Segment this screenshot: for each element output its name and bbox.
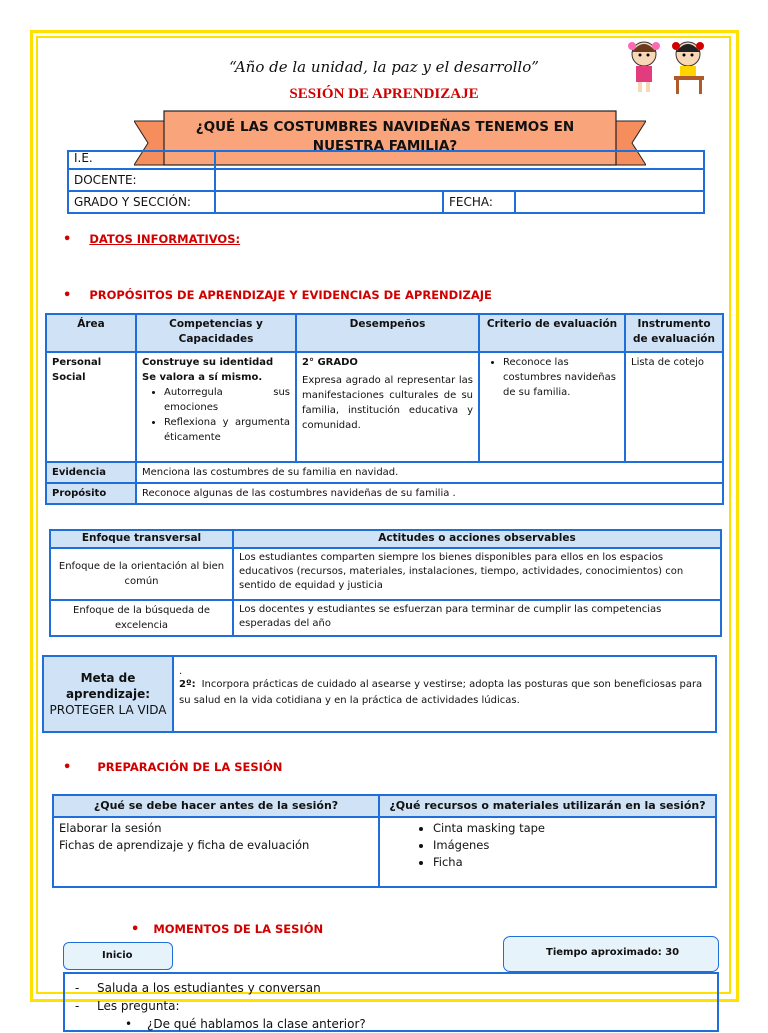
session-title: SESIÓN DE APRENDIZAJE (289, 86, 479, 102)
instrumento-cell (625, 352, 723, 462)
fecha-label: FECHA: (443, 191, 515, 213)
enfoque-table (49, 529, 722, 637)
before-cell (53, 817, 379, 887)
header-criterio: Criterio de evaluación (479, 314, 625, 352)
ie-value[interactable] (215, 151, 704, 169)
material-item: • Cinta masking tape (433, 820, 710, 837)
section-preparacion-label: PREPARACIÓN DE LA SESIÓN (97, 760, 283, 774)
header-actitudes: Actitudes o acciones observables (233, 530, 721, 548)
header-competencias: Competencias y Capacidades (136, 314, 296, 352)
prep-table (52, 794, 717, 888)
section-propositos-label: PROPÓSITOS DE APRENDIZAJE Y EVIDENCIAS DE APRENDIZAJE (89, 288, 492, 302)
proposito-value: Reconoce algunas de las costumbres navideñas de su familia . (136, 483, 723, 504)
section-datos: • DATOS INFORMATIVOS: (63, 232, 241, 247)
banner-text: ¿QUÉ LAS COSTUMBRES NAVIDEÑAS TENEMOS EN NUESTRA FAMILIA? (195, 119, 575, 154)
evidencia-label: Evidencia (46, 462, 136, 483)
meta-dot: . (179, 666, 183, 677)
momentos-line: - Saluda a los estudiantes y conversan (75, 981, 321, 995)
evidencia-value: Menciona las costumbres de su familia en navidad. (136, 462, 723, 483)
ie-label: I.E. (68, 151, 215, 169)
enfoque-actitud: Los docentes y estudiantes se esfuerzan para terminar de cumplir las competencias esperadas del año (233, 600, 721, 636)
tiempo-label: Tiempo aproximado: 30 (546, 947, 680, 958)
grade-label: 2° GRADO (302, 357, 358, 368)
criterio-item: • Reconoce las costumbres navideñas de su familia. (503, 355, 619, 400)
inicio-label: Inicio (102, 950, 133, 961)
tiempo-box (503, 936, 719, 972)
before-item: Elaborar la sesión (59, 821, 162, 835)
docente-label: DOCENTE: (68, 169, 215, 191)
header-instrumento: Instrumento de evaluación (625, 314, 723, 352)
grado-label: GRADO Y SECCIÓN: (68, 191, 215, 213)
header-desempenos: Desempeños (296, 314, 479, 352)
children-illustration (624, 38, 716, 96)
inicio-box (63, 942, 173, 970)
section-momentos: • MOMENTOS DE LA SESIÓN (131, 922, 324, 937)
info-table (67, 150, 705, 214)
section-momentos-label: MOMENTOS DE LA SESIÓN (153, 922, 324, 936)
meta-text-cell (173, 656, 716, 732)
before-item: Fichas de aprendizaje y ficha de evaluación (59, 838, 310, 852)
desempenos-cell (296, 352, 479, 462)
header-before: ¿Qué se debe hacer antes de la sesión? (53, 795, 379, 817)
momentos-line: - Les pregunta: (75, 999, 180, 1013)
material-item: • Imágenes (433, 837, 710, 854)
area-value: Personal Social (52, 357, 102, 383)
proposito-label: Propósito (46, 483, 136, 504)
section-preparacion: • PREPARACIÓN DE LA SESIÓN (63, 760, 283, 775)
materials-cell (379, 817, 716, 887)
enfoque-name: Enfoque de la búsqueda de excelencia (50, 600, 233, 636)
area-cell (46, 352, 136, 462)
fecha-value[interactable] (515, 191, 704, 213)
capacity-item: • Autorregula sus emociones (164, 385, 290, 415)
enfoque-actitud: Los estudiantes comparten siempre los bienes disponibles para ellos en los espacios educativos (recursos, materiales, instalaciones, tiempo, actividades, conocimientos) con sentido de equidad y justicia (233, 548, 721, 600)
meta-label-cell (43, 656, 173, 732)
criterio-cell (479, 352, 625, 462)
section-propositos: • PROPÓSITOS DE APRENDIZAJE Y EVIDENCIAS DE APRENDIZAJE (63, 288, 492, 303)
competencias-cell (136, 352, 296, 462)
meta-text: Incorpora prácticas de cuidado al asearse y vestirse; adopta las posturas que son beneficiosas para su salud en la vida cotidiana y en la práctica de actividades lúdicas. (179, 679, 703, 706)
meta-label: Meta de aprendizaje: (65, 671, 151, 701)
section-datos-label: DATOS INFORMATIVOS: (89, 232, 241, 246)
meta-grade: 2º: (179, 679, 196, 690)
competencia-text: Construye su identidad (142, 357, 274, 368)
capacidad-text: Se valora a sí mismo. (142, 372, 263, 383)
material-item: • Ficha (433, 854, 710, 871)
instrumento-value: Lista de cotejo (631, 357, 705, 368)
docente-value[interactable] (215, 169, 704, 191)
momentos-line: • ¿De qué hablamos la clase anterior? (125, 1017, 366, 1031)
meta-table (42, 655, 717, 733)
capacity-item: • Reflexiona y argumenta éticamente (164, 415, 290, 445)
meta-value: PROTEGER LA VIDA (49, 703, 167, 717)
momentos-box (63, 972, 719, 1032)
enfoque-name: Enfoque de la orientación al bien común (50, 548, 233, 600)
motto: “Año de la unidad, la paz y el desarrollo” (229, 58, 539, 76)
header-enfoque: Enfoque transversal (50, 530, 233, 548)
header-materials: ¿Qué recursos o materiales utilizarán en la sesión? (379, 795, 716, 817)
purpose-table (45, 313, 724, 505)
header-area: Área (46, 314, 136, 352)
desempeno-text: Expresa agrado al representar las manifestaciones culturales de su familia, institución educativa y comunidad. (302, 375, 473, 431)
grado-value[interactable] (215, 191, 443, 213)
